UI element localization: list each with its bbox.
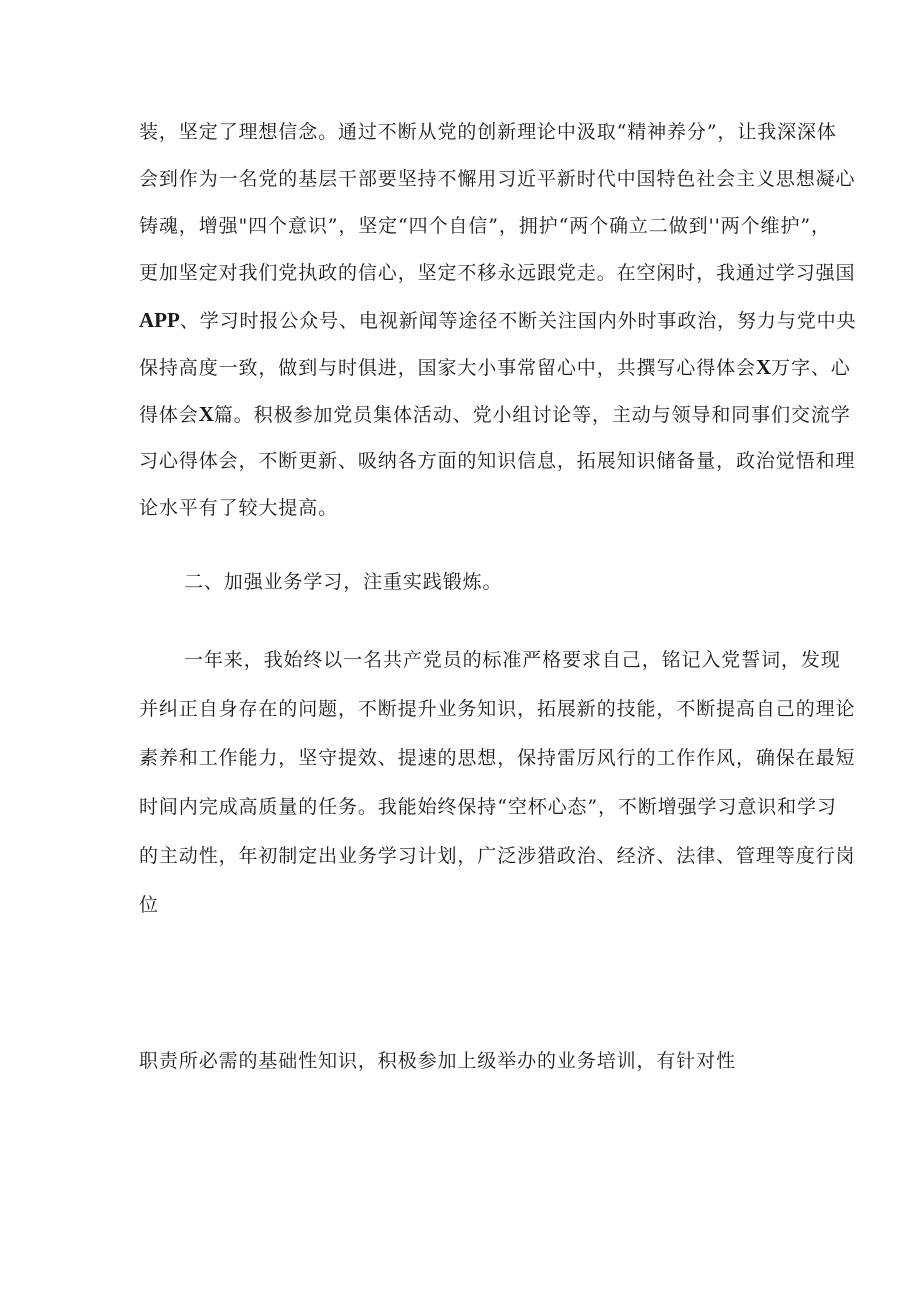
text-line: 会到作为一名党的基层干部要坚持不懈用习近平新时代中国特色社会主义思想凝心: [139, 168, 856, 190]
placeholder-x: X: [198, 402, 214, 426]
text-line: 更加坚定对我们党执政的信心，坚定不移永远跟党走。在空闲时，我通过学习强国: [139, 262, 856, 284]
text-line: [139, 355, 851, 380]
section-heading: 二、加强业务学习，注重实践锻炼。: [184, 571, 503, 593]
text-line: 素养和工作能力，坚守提效、提速的思想，保持雷厉风行的工作作风，确保在最短: [139, 747, 856, 769]
text-span: 篇。积极参加党员集体活动、党小组讨论等，主动与领导和同事们交流学: [213, 404, 851, 426]
text-span: 、学习时报公众号、电视新闻等途径不断关注国内外时事政治，努力与党中央: [179, 310, 857, 332]
text-line: [139, 308, 856, 333]
placeholder-x: X: [755, 355, 772, 379]
text-line: 装，坚定了理想信念。通过不断从党的创新理论中汲取“精神养分”，让我深深体: [139, 121, 837, 143]
app-text: APP: [139, 308, 180, 332]
text-line: 习心得体会，不断更新、吸纳各方面的知识信息，拓展知识储备量，政治觉悟和理: [139, 450, 856, 472]
text-line: 的主动性，年初制定出业务学习计划，广泛涉猎政治、经济、法律、管理等度行岗: [139, 845, 856, 867]
text-line: 论水平有了较大提高。: [139, 497, 339, 519]
text-span: 得体会: [139, 404, 199, 426]
text-line: 一年来，我始终以一名共产党员的标准严格要求自己，铭记入党誓词，发现: [184, 649, 841, 671]
text-line: 时间内完成高质量的任务。我能始终保持“空杯心态”，不断增强学习意识和学习: [139, 796, 837, 818]
text-line: 并纠正自身存在的问题，不断提升业务知识，拓展新的技能，不断提高自己的理论: [139, 698, 856, 720]
text-span: 万字、心: [771, 357, 851, 379]
text-line: 位: [139, 894, 159, 916]
text-line: 职责所必需的基础性知识，积极参加上级举办的业务培训，有针对性: [139, 1050, 737, 1072]
text-line: [139, 402, 851, 427]
text-line: 铸魂，增强"四个意识”，坚定“四个自信”，拥护“两个确立二做到''两个维护”，: [139, 215, 831, 237]
text-span: 保持高度一致，做到与时俱进，国家大小事常留心中，共撰写心得体会: [139, 357, 756, 379]
